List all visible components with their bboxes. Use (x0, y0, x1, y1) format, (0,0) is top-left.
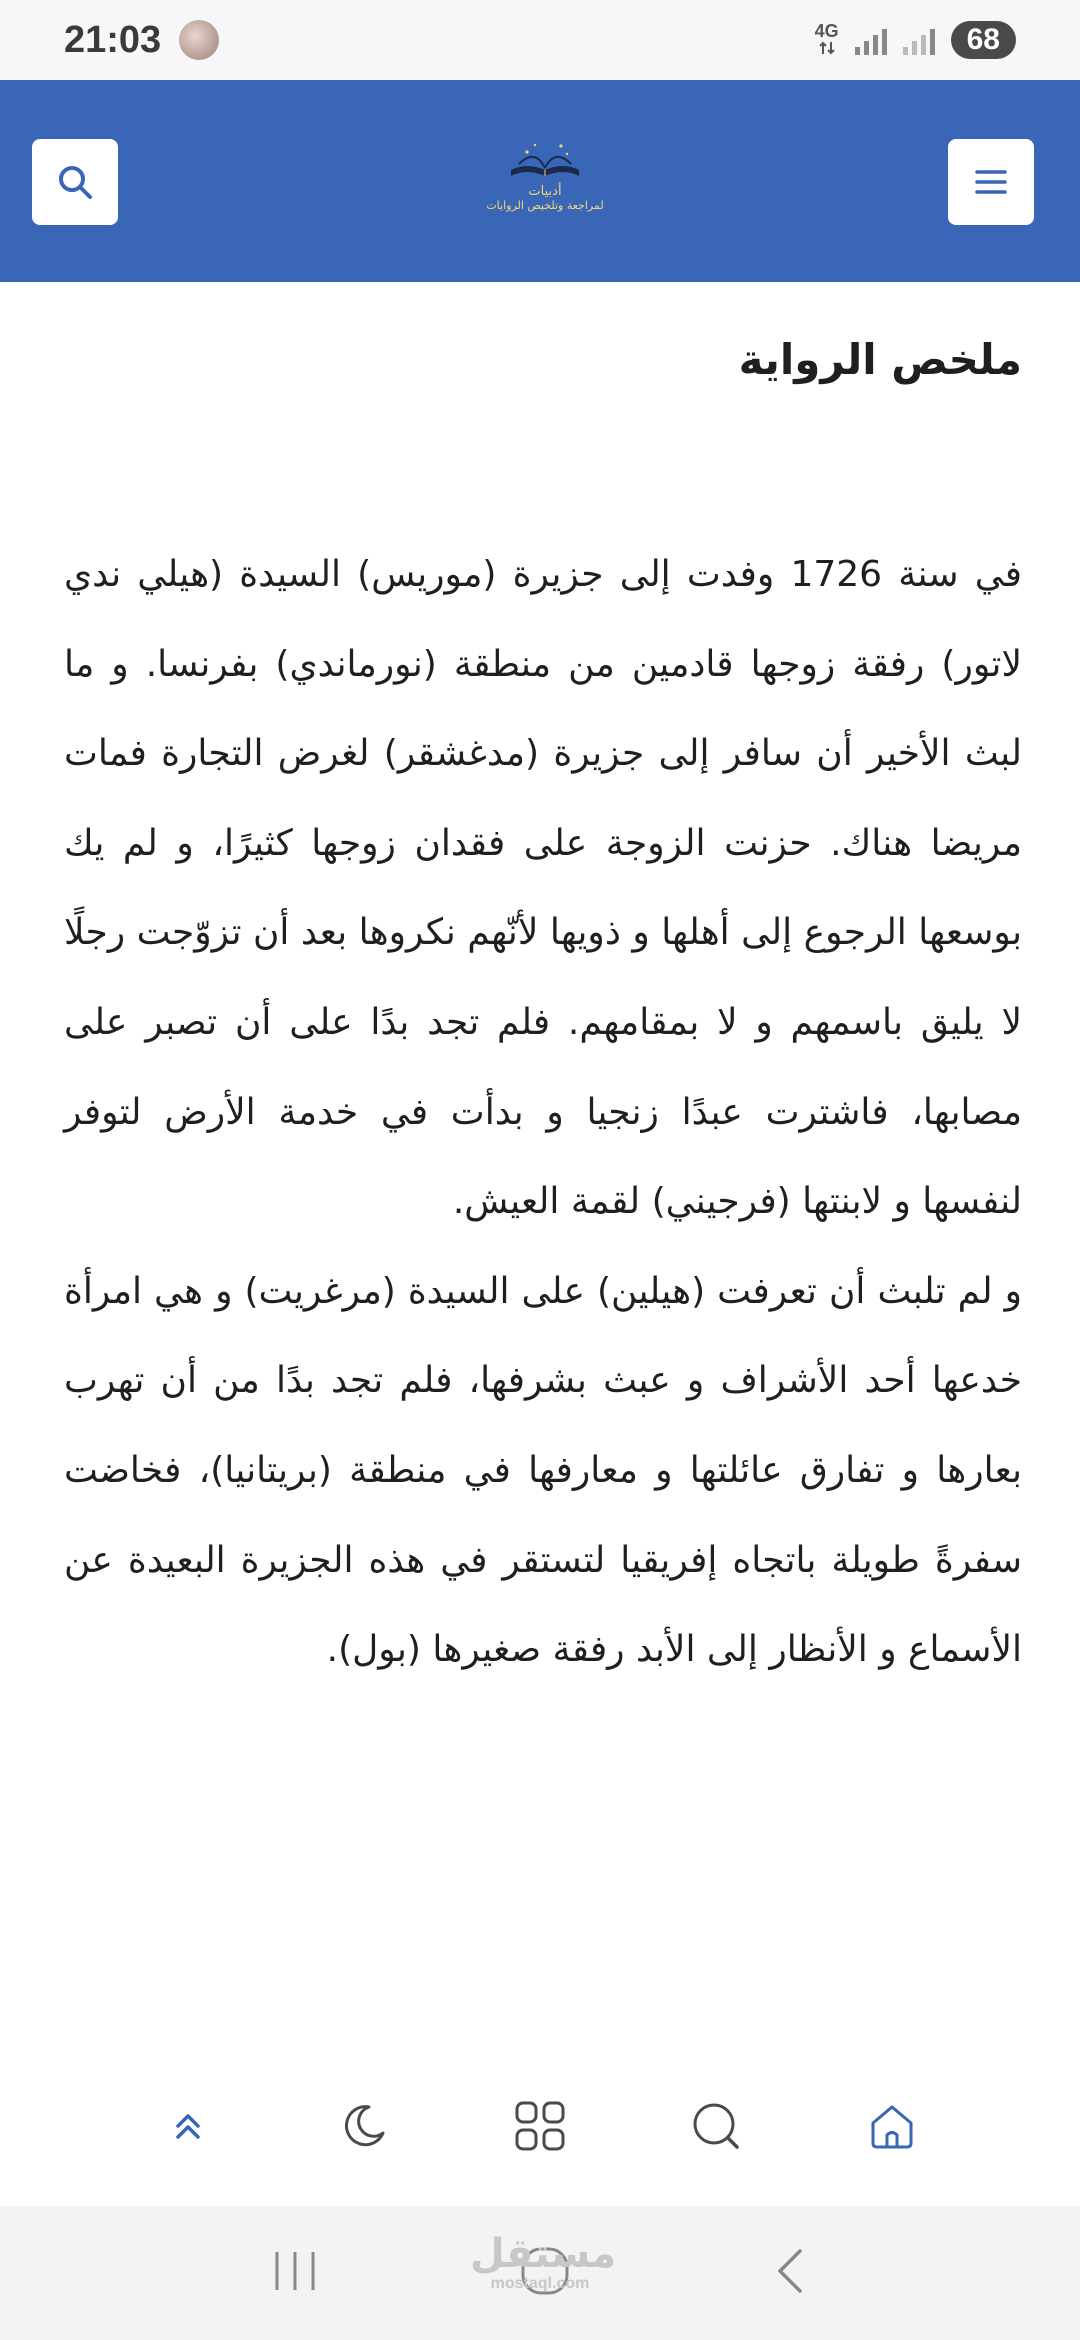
clock: 21:03 (64, 18, 162, 61)
signal-2-icon (903, 25, 935, 55)
home-icon (867, 2101, 917, 2151)
article-title: ملخص الرواية (738, 335, 1022, 384)
hamburger-icon (973, 167, 1009, 197)
spacer (64, 420, 1022, 530)
watermark-title: مستقل (470, 2231, 617, 2277)
data-arrows-icon (819, 41, 835, 55)
network-type (815, 22, 839, 58)
search-nav-button[interactable] (686, 2096, 746, 2156)
recents-icon (270, 2248, 320, 2294)
status-left (64, 19, 219, 62)
dark-mode-icon (339, 2101, 389, 2151)
status-bar (0, 0, 1080, 80)
watermark-url: mostaql.com (490, 2275, 590, 2292)
scroll-top-icon (168, 2106, 208, 2146)
scroll-top-button[interactable] (158, 2096, 218, 2156)
search-icon (690, 2100, 742, 2152)
status-right (815, 21, 1016, 59)
battery-indicator: 68 (951, 21, 1016, 59)
article-body (64, 300, 1022, 1695)
back-icon (770, 2245, 810, 2297)
logo-title: أدبيات (528, 184, 562, 199)
categories-button[interactable] (510, 2096, 570, 2156)
site-logo[interactable] (486, 140, 604, 230)
notification-avatar-icon (179, 20, 219, 60)
logo-subtitle: لمراجعة وتلخيص الروايات (486, 199, 604, 212)
grid-icon (514, 2100, 566, 2152)
article-paragraph: في سنة 1726 وفدت إلى جزيرة (موريس) السيدة (هيلي ندي لاتور) رفقة زوجها قادمين من منطقة (نورماندي) بفرنسا. و ما لبث الأخير أن سافر إلى جزيرة (مدغشقر) لغرض التجارة فمات مريضا هناك. حزنت الزوجة على فقدان زوجها كثيرًا، و لم يك بوسعها الرجوع إلى أهلها و ذويها لأنّهم نكروها بعد أن تزوّجت رجلًا لا يليق باسمهم و لا بمقامهم. فلم تجد بدًا على أن تصبر على مصابها، فاشترت عبدًا زنجيا و بدأت في خدمة الأرض لتوفر لنفسها و لابنتها (فرجيني) لقمة العيش. (64, 554, 1022, 1223)
signal-icon (855, 25, 887, 55)
watermark (470, 2231, 617, 2294)
recents-button[interactable] (270, 2248, 320, 2298)
network-label: 4G (814, 21, 839, 41)
article-paragraph: و لم تلبث أن تعرفت (هيلين) على السيدة (مرغريت) و هي امرأة خدعها أحد الأشراف و عبث بشرفها، فلم تجد بدًا من أن تهرب بعارها و تفارق عائلتها و معارفها في منطقة (بريتانيا)، فخاضت سفرةً طويلة باتجاه إفريقيا لتستقر في هذه الجزيرة البعيدة عن الأسماع و الأنظار إلى الأبد رفقة صغيرها (بول). (64, 1270, 1022, 1671)
home-nav-button[interactable] (862, 2096, 922, 2156)
dark-mode-button[interactable] (334, 2096, 394, 2156)
site-header (0, 80, 1080, 282)
back-button[interactable] (770, 2245, 810, 2301)
book-logo-icon (505, 140, 585, 182)
menu-button[interactable] (948, 139, 1034, 225)
search-icon (55, 162, 95, 202)
search-button[interactable] (32, 139, 118, 225)
bottom-navigation (0, 2076, 1080, 2176)
